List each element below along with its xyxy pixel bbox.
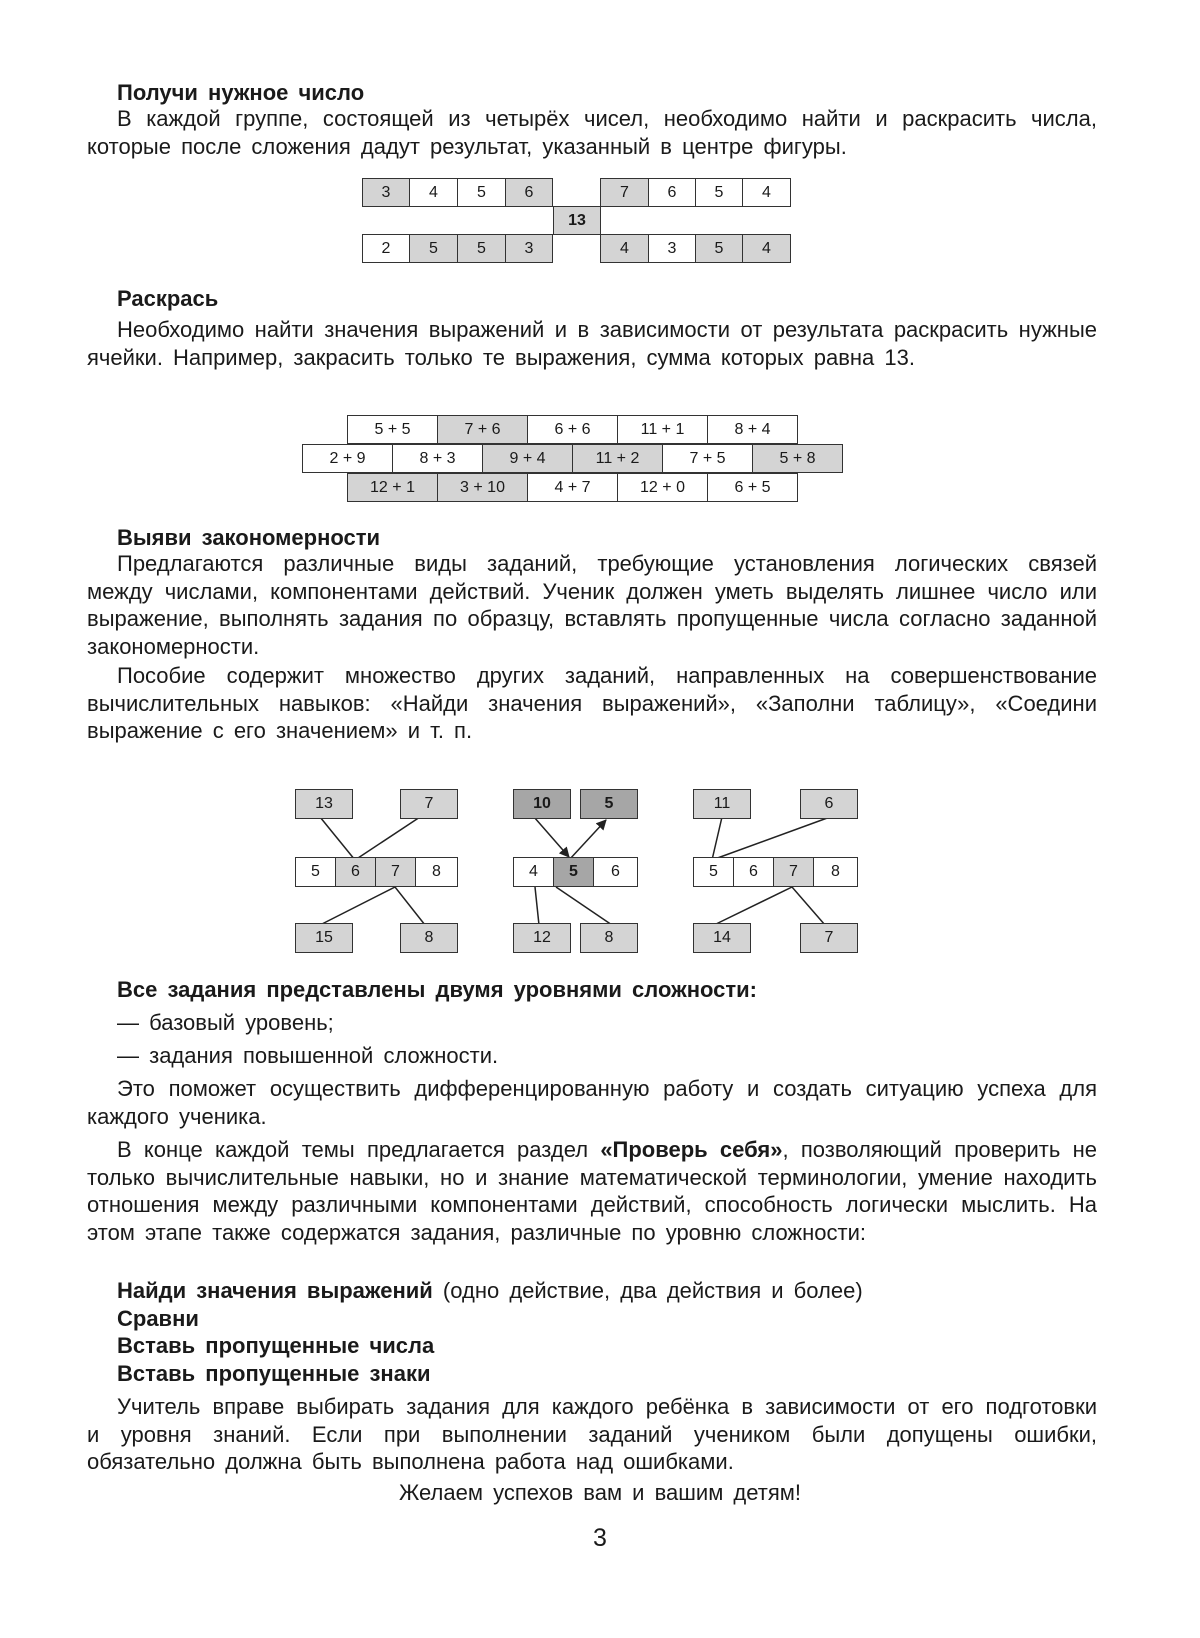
- levels-text: Это поможет осуществить дифференцированную работу и создать ситуацию успеха для каждого ученика.: [87, 1076, 1097, 1129]
- expression-cell: 3 + 10: [437, 473, 528, 502]
- teacher-text: Учитель вправе выбирать задания для каждого ребёнка в зависимости от его подготовки и уровня знаний. Если при выполнении заданий учеником были допущены ошибки, обязательно должна быть выполнена работа над ошибками.: [87, 1394, 1097, 1474]
- section-text-color: Необходимо найти значения выражений и в зависимости от результата раскрасить нужные ячейки. Например, закрасить только те выражения, сумма которых равна 13.: [87, 317, 1097, 370]
- number-cell: 5: [457, 234, 506, 263]
- level-item-advanced: — задания повышенной сложности.: [117, 1043, 499, 1068]
- expression-cell: 11 + 1: [617, 415, 708, 444]
- pattern-top-cell: 13: [295, 789, 353, 819]
- pattern-mid-cell: 6: [733, 857, 774, 887]
- pattern-mid-cell: 6: [593, 857, 638, 887]
- expression-cell: 6 + 6: [527, 415, 618, 444]
- task-find-values-title: Найди значения выражений: [117, 1278, 433, 1303]
- pattern-bottom-cell: 7: [800, 923, 858, 953]
- page-number: 3: [593, 1524, 607, 1552]
- expression-cell: 12 + 0: [617, 473, 708, 502]
- section-title-color: Раскрась: [117, 286, 219, 311]
- task-compare: Сравни: [117, 1306, 199, 1331]
- number-cell: 4: [600, 234, 649, 263]
- closing-wish: Желаем успехов вам и вашим детям!: [398, 1480, 802, 1505]
- pattern-mid-cell: 7: [375, 857, 416, 887]
- task-insert-numbers: Вставь пропущенные числа: [117, 1333, 435, 1358]
- pattern-mid-cell: 7: [773, 857, 814, 887]
- pattern-top-cell: 5: [580, 789, 638, 819]
- pattern-top-cell: 6: [800, 789, 858, 819]
- number-cell: 4: [742, 234, 791, 263]
- pattern-bottom-cell: 14: [693, 923, 751, 953]
- pattern-mid-cell: 6: [335, 857, 376, 887]
- pattern-mid-cell: 5: [553, 857, 594, 887]
- pattern-mid-cell: 4: [513, 857, 554, 887]
- expression-cell: 6 + 5: [707, 473, 798, 502]
- pattern-mid-cell: 5: [295, 857, 336, 887]
- pattern-top-cell: 11: [693, 789, 751, 819]
- number-cell: 4: [409, 178, 458, 207]
- number-cell: 3: [648, 234, 696, 263]
- expression-cell: 2 + 9: [302, 444, 393, 473]
- level-item-basic: — базовый уровень;: [117, 1010, 334, 1035]
- section-title-patterns: Выяви закономерности: [117, 525, 381, 550]
- expression-cell: 5 + 8: [752, 444, 843, 473]
- expression-cell: 12 + 1: [347, 473, 438, 502]
- number-cell: 7: [600, 178, 649, 207]
- number-cell: 4: [742, 178, 791, 207]
- section-text-patterns: Предлагаются различные виды заданий, требующие установления логических связей между числами, компонентами действий. Ученик должен уметь выделять лишнее число или выражение, выполнять задания по образцу, вставлять пропущенные числа согласно заданной закономерности.: [87, 551, 1097, 659]
- check-text-after: , позволяющий проверить не только вычислительные навыки, но и знание математической терминологии, умение находить отношения между различными компонентами действий, способность логически мыслить. На этом этапе также содержатся задания, различные по уровню сложности:: [87, 1137, 1097, 1245]
- section-title-get-number: Получи нужное число: [117, 80, 365, 105]
- expression-cell: 9 + 4: [482, 444, 573, 473]
- number-cell: 5: [695, 178, 743, 207]
- pattern-bottom-cell: 12: [513, 923, 571, 953]
- pattern-top-cell: 10: [513, 789, 571, 819]
- number-cell: 3: [505, 234, 553, 263]
- pattern-bottom-cell: 15: [295, 923, 353, 953]
- expression-cell: 8 + 4: [707, 415, 798, 444]
- pattern-mid-cell: 5: [693, 857, 734, 887]
- pattern-mid-cell: 8: [813, 857, 858, 887]
- number-cell: 5: [409, 234, 458, 263]
- expression-cell: 7 + 5: [662, 444, 753, 473]
- pattern-mid-cell: 8: [415, 857, 458, 887]
- pattern-top-cell: 7: [400, 789, 458, 819]
- task-find-values-note: (одно действие, два действия и более): [432, 1278, 863, 1303]
- number-cell: 6: [505, 178, 553, 207]
- section-text-get-number: В каждой группе, состоящей из четырёх чисел, необходимо найти и раскрасить числа, которые после сложения дадут результат, указанный в центре фигуры.: [87, 106, 1097, 159]
- expression-cell: 4 + 7: [527, 473, 618, 502]
- expression-cell: 8 + 3: [392, 444, 483, 473]
- pattern-bottom-cell: 8: [400, 923, 458, 953]
- number-cell: 2: [362, 234, 410, 263]
- number-cell: 6: [648, 178, 696, 207]
- number-cell: 5: [457, 178, 506, 207]
- expression-cell: 7 + 6: [437, 415, 528, 444]
- number-cell: 3: [362, 178, 410, 207]
- task-find-values: [117, 1278, 863, 1304]
- section-text-other-tasks: Пособие содержит множество других заданий, направленных на совершенствование вычислительных навыков: «Найди значения выражений», «Заполни таблицу», «Соедини выражение с его значением» и т. п.: [87, 663, 1097, 743]
- check-yourself-label: «Проверь себя»: [600, 1137, 783, 1162]
- pattern-bottom-cell: 8: [580, 923, 638, 953]
- number-cell: 5: [695, 234, 743, 263]
- check-text-before: В конце каждой темы предлагается раздел: [117, 1137, 601, 1162]
- center-target-number: 13: [553, 206, 601, 235]
- expression-cell: 11 + 2: [572, 444, 663, 473]
- expression-cell: 5 + 5: [347, 415, 438, 444]
- task-insert-signs: Вставь пропущенные знаки: [117, 1361, 431, 1386]
- section-title-levels: Все задания представлены двумя уровнями сложности:: [117, 977, 757, 1002]
- check-yourself-text: [87, 1136, 1097, 1246]
